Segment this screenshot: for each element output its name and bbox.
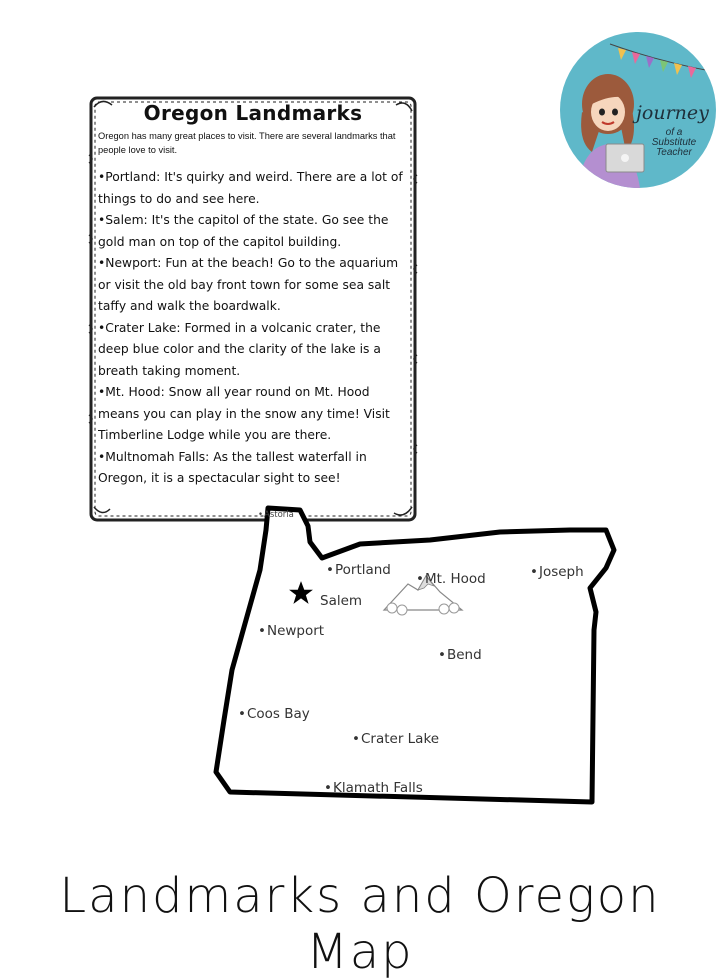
worksheet-title: Oregon Landmarks (143, 101, 363, 125)
logo-word-journey: journey (636, 102, 709, 124)
city-salem-capital: Salem (320, 593, 363, 609)
star-icon (288, 580, 314, 606)
oregon-outline (210, 500, 630, 820)
city-joseph: • Joseph (530, 564, 584, 580)
city-portland: • Portland (326, 562, 391, 578)
city-astoria: • Astoria (258, 510, 294, 520)
entry-mt-hood: •Mt. Hood: Snow all year round on Mt. Hood means you can play in the snow any time! Visit Timberline Lodge while you are there. (98, 385, 390, 442)
page-caption: Landmarks and Oregon Map (59, 868, 661, 980)
city-mt-hood: • Mt. Hood (416, 571, 486, 587)
entry-salem: •Salem: It's the capitol of the state. Go see the gold man on top of the capitol building. (98, 213, 389, 249)
oregon-map (210, 500, 630, 820)
city-klamath-falls: • Klamath Falls (324, 780, 423, 796)
journey-logo (560, 32, 716, 188)
city-bend: • Bend (438, 647, 482, 663)
worksheet-content (98, 101, 408, 506)
entry-crater-lake: •Crater Lake: Formed in a volcanic crater, the deep blue color and the clarity of the lake is a breath taking moment. (98, 320, 381, 378)
entry-portland: •Portland: It's quirky and weird. There are a lot of things to do and see here. (98, 170, 403, 206)
entry-newport: •Newport: Fun at the beach! Go to the aquarium or visit the old bay front town for some sea salt taffy and walk the boardwalk. (98, 256, 399, 313)
city-newport: • Newport (258, 623, 324, 639)
city-crater-lake: • Crater Lake (352, 731, 439, 747)
city-coos-bay: • Coos Bay (238, 706, 310, 722)
landmarks-worksheet (88, 95, 418, 523)
worksheet-intro: Oregon has many great places to visit. There are several landmarks that people love to visit. (98, 131, 396, 155)
logo-subtitle: of a Substitute Teacher (651, 127, 697, 158)
entry-multnomah-falls: •Multnomah Falls: As the tallest waterfall in Oregon, it is a spectacular sight to see! (98, 449, 367, 485)
